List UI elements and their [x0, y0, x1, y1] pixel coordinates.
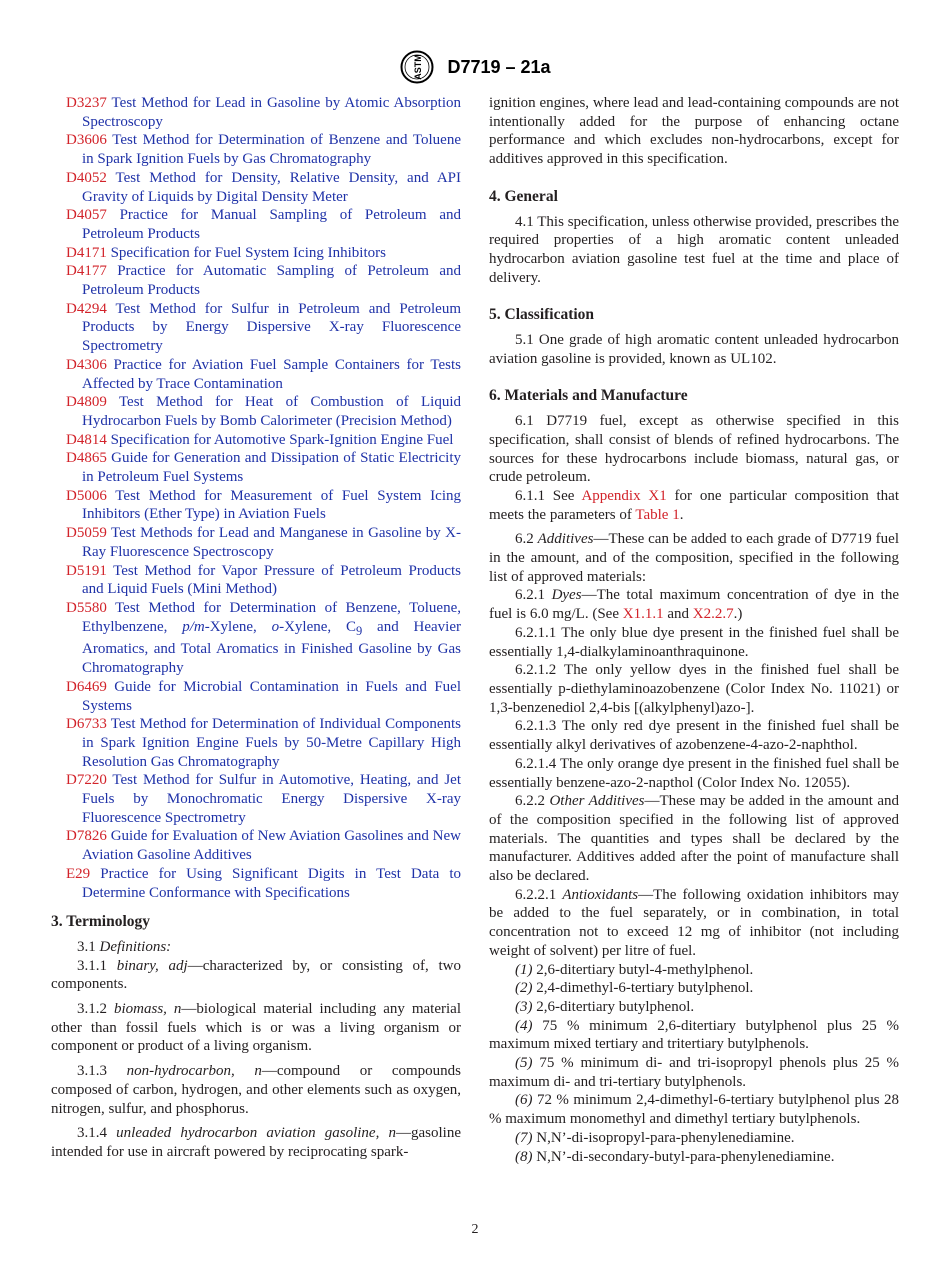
paragraph-3-1-2: 3.1.2 biomass, n—biological material including any material other than fossil fuels which is or was a living organism or component or product of a living organism. — [51, 1001, 461, 1055]
section-heading-terminology: 3. Terminology — [51, 913, 151, 931]
reference-code[interactable]: D5059 — [66, 525, 107, 542]
paragraph-3-1-4: 3.1.4 unleaded hydrocarbon aviation gasoline, n—gasoline intended for use in aircraft powered by reciprocating spark- — [51, 1125, 461, 1160]
paragraph-6-2: 6.2 Additives—These can be added to each grade of D7719 fuel in the amount, and of the composition, specified in the following list of approved materials: — [489, 531, 900, 585]
reference-item — [51, 865, 461, 902]
reference-title[interactable]: Test Method for Sulfur in Automotive, Heating, and Jet Fuels by Monochromatic Energy Dispersive X-ray Fluorescence Spectrometry — [82, 772, 461, 826]
right-column — [489, 94, 899, 1166]
reference-title[interactable]: Practice for Automatic Sampling of Petroleum and Petroleum Products — [82, 263, 461, 299]
reference-title[interactable]: Test Method for Determination of Individual Components in Spark Ignition Engine Fuels by 50-Metre Capillary High Resolution Gas Chromatography — [82, 716, 461, 770]
section-heading-materials: 6. Materials and Manufacture — [489, 387, 688, 405]
paragraph-6-2-2: 6.2.2 Other Additives—These may be added in the amount and of the composition specified in the following list of approved materials. The quantities and types shall be declared by the manufacturer. Additives added after the point of manufacture shall also be declared. — [489, 793, 899, 885]
reference-code[interactable]: D4057 — [66, 207, 107, 224]
reference-item — [51, 131, 461, 168]
reference-code[interactable]: D4306 — [66, 356, 107, 373]
list-item: (1) 2,6-ditertiary butyl-4-methylphenol. — [515, 961, 754, 978]
page-header — [0, 50, 950, 86]
list-item: (2) 2,4-dimethyl-6-tertiary butylphenol. — [515, 980, 754, 997]
list-item: (5) 75 % minimum di- and tri-isopropyl phenols plus 25 % maximum di- and tri-tertiary butylphenols. — [489, 1055, 900, 1090]
paragraph-6-2-1-2: 6.2.1.2 The only yellow dyes in the finished fuel shall be essentially p-diethylaminoazobenzene (Color Index No. 11021) or 1,3-benzenediol 2,4-bis [(alkylphenyl)azo-]. — [489, 662, 899, 716]
reference-title[interactable]: Specification for Automotive Spark-Ignition Engine Fuel — [110, 431, 454, 448]
document-designation: D7719 – 21a — [447, 56, 551, 77]
logo-text: ASTM — [413, 54, 424, 80]
reference-title[interactable]: Guide for Generation and Dissipation of Static Electricity in Petroleum Fuel Systems — [82, 450, 461, 486]
reference-code[interactable]: D3237 — [66, 95, 107, 111]
paragraph-3-1-3: 3.1.3 non-hydrocarbon, n—compound or compounds composed of carbon, hydrogen, and other elements such as oxygen, nitrogen, sulfur, and phosphorus. — [51, 1063, 462, 1117]
reference-code[interactable]: D4814 — [66, 431, 107, 448]
reference-item — [51, 206, 461, 243]
list-item: (7) N,N’-di-isopropyl-para-phenylenediamine. — [515, 1129, 795, 1146]
list-item: (8) N,N’-di-secondary-butyl-para-phenylenediamine. — [515, 1148, 835, 1165]
reference-code[interactable]: D4052 — [66, 169, 107, 186]
reference-code[interactable]: D4294 — [66, 300, 107, 317]
paragraph-6-1-1: 6.1.1 See Appendix X1 for one particular composition that meets the parameters of Table 1. — [489, 487, 899, 523]
reference-code[interactable]: D5006 — [66, 487, 107, 504]
paragraph-6-2-2-1: 6.2.2.1 Antioxidants—The following oxidation inhibitors may be added to the fuel separately, or in combination, in total concentration not to exceed 12 mg of inhibitor (not including weight of solvent) per litre of fuel. — [489, 886, 900, 959]
left-column — [51, 94, 461, 1162]
reference-item — [51, 393, 461, 430]
reference-item — [51, 244, 461, 263]
reference-item — [51, 449, 461, 486]
reference-title[interactable]: Guide for Microbial Contamination in Fuels and Fuel Systems — [82, 678, 461, 714]
reference-title[interactable]: Test Method for Determination of Benzene and Toluene in Spark Ignition Fuels by Gas Chromatography — [82, 132, 461, 168]
reference-item — [51, 562, 461, 599]
paragraph-4-1: 4.1 This specification, unless otherwise provided, prescribes the required properties of a high aromatic content unleaded hydrocarbon aviation gasoline test fuel at the time and place of delivery. — [489, 213, 899, 286]
reference-code[interactable]: D4809 — [66, 394, 107, 411]
table-1-link[interactable]: Table 1 — [635, 506, 680, 523]
reference-code[interactable]: D4865 — [66, 450, 107, 467]
reference-item — [51, 94, 461, 131]
reference-title[interactable]: Test Method for Lead in Gasoline by Atomic Absorption Spectroscopy — [82, 95, 462, 130]
paragraph-5-1: 5.1 One grade of high aromatic content unleaded hydrocarbon aviation gasoline is provided, known as UL102. — [489, 332, 899, 367]
reference-code[interactable]: D3606 — [66, 132, 107, 149]
reference-item — [51, 356, 461, 393]
reference-title[interactable]: Practice for Aviation Fuel Sample Containers for Tests Affected by Trace Contamination — [82, 356, 462, 392]
reference-item — [51, 487, 461, 524]
astm-logo-icon — [399, 50, 435, 84]
reference-item — [51, 715, 461, 771]
reference-code[interactable]: D6733 — [66, 716, 107, 733]
reference-title[interactable]: Practice for Using Significant Digits in Test Data to Determine Conformance with Specifications — [82, 865, 461, 901]
reference-code[interactable]: E29 — [66, 865, 91, 882]
paragraph-6-2-1-4: 6.2.1.4 The only orange dye present in the finished fuel shall be essentially benzene-azo-2-napthol (Color Index No. 12055). — [489, 755, 899, 791]
paragraph-3-1: 3.1 Definitions: — [77, 938, 172, 955]
reference-title[interactable]: Test Method for Sulfur in Petroleum and Petroleum Products by Energy Dispersive X-ray Fluorescence Spectrometry — [82, 300, 461, 355]
paragraph-6-2-1-3: 6.2.1.3 The only red dye present in the finished fuel shall be essentially alkyl derivatives of azobenzene-4-azo-2-naphthol. — [489, 718, 899, 754]
paragraph-6-1: 6.1 D7719 fuel, except as otherwise specified in this specification, shall consist of blends of refined hydrocarbons. The sources for these hydrocarbons include biomass, natural gas, or crude petroleum. — [489, 413, 899, 486]
reference-code[interactable]: D5191 — [66, 562, 107, 579]
reference-title[interactable]: Test Method for Density, Relative Density, and API Gravity of Liquids by Digital Density Meter — [82, 169, 461, 205]
reference-item — [51, 678, 461, 715]
reference-item — [51, 431, 461, 450]
reference-code[interactable]: D7220 — [66, 772, 107, 789]
reference-item — [51, 524, 461, 561]
reference-title[interactable]: Test Method for Vapor Pressure of Petroleum Products and Liquid Fuels (Mini Method) — [82, 562, 461, 598]
reference-title[interactable]: Guide for Evaluation of New Aviation Gasolines and New Aviation Gasoline Additives — [82, 828, 462, 864]
list-item: (6) 72 % minimum 2,4-dimethyl-6-tertiary butylphenol plus 28 % maximum monomethyl and dimethyl tertiary butylphenols. — [489, 1092, 900, 1128]
reference-item — [51, 599, 461, 678]
paragraph-6-2-1: 6.2.1 Dyes—The total maximum concentration of dye in the fuel is 6.0 mg/L. (See X1.1.1 and X2.2.7.) — [489, 587, 899, 623]
reference-title[interactable]: Test Methods for Lead and Manganese in Gasoline by X-Ray Fluorescence Spectroscopy — [82, 525, 461, 560]
reference-title[interactable]: Specification for Fuel System Icing Inhibitors — [110, 244, 386, 261]
reference-item — [51, 771, 461, 827]
reference-title[interactable]: Test Method for Heat of Combustion of Liquid Hydrocarbon Fuels by Bomb Calorimeter (Precision Method) — [82, 394, 461, 429]
x2-2-7-link[interactable]: X2.2.7 — [692, 606, 734, 623]
paragraph-3-1-1: 3.1.1 binary, adj—characterized by, or consisting of, two components. — [51, 957, 462, 993]
paragraph-3-1-4-continued: ignition engines, where lead and lead-containing compounds are not intentionally added for the purpose of enhancing octane performance and which excludes non-hydrocarbons, except for additives approved in this specification. — [489, 95, 899, 168]
reference-code[interactable]: D6469 — [66, 678, 107, 695]
reference-code[interactable]: D5580 — [66, 599, 107, 616]
reference-item — [51, 262, 461, 299]
reference-code[interactable]: D4177 — [66, 263, 107, 280]
list-item: (3) 2,6-ditertiary butylphenol. — [515, 998, 695, 1015]
reference-code[interactable]: D4171 — [66, 244, 107, 261]
reference-code[interactable]: D7826 — [66, 828, 107, 845]
section-heading-classification: 5. Classification — [489, 306, 595, 324]
reference-item — [51, 300, 461, 356]
reference-item — [51, 169, 461, 206]
paragraph-6-2-1-1: 6.2.1.1 The only blue dye present in the finished fuel shall be essentially 1,4-dialkylaminoanthraquinone. — [489, 624, 899, 660]
appendix-x1-link[interactable]: Appendix X1 — [581, 487, 667, 504]
section-heading-general: 4. General — [489, 187, 558, 205]
page-number: 2 — [471, 1222, 479, 1237]
x1-1-1-link[interactable]: X1.1.1 — [622, 606, 664, 623]
reference-title[interactable]: Test Method for Measurement of Fuel System Icing Inhibitors (Ether Type) in Aviation Fuels — [82, 487, 461, 523]
reference-item — [51, 827, 461, 864]
reference-title[interactable]: Practice for Manual Sampling of Petroleum and Petroleum Products — [82, 207, 461, 242]
reference-title[interactable]: Test Method for Determination of Benzene, Toluene, Ethylbenzene, p/m-Xylene, o-Xylene, $C_9$ and Heavier Aromatics, and Total Aromatics in Finished Gasoline by Gas Chromatography — [82, 599, 461, 677]
list-item: (4) 75 % minimum 2,6-ditertiary butylphenol plus 25 % maximum mixed tertiary and tritertiary butylphenols. — [489, 1017, 900, 1053]
